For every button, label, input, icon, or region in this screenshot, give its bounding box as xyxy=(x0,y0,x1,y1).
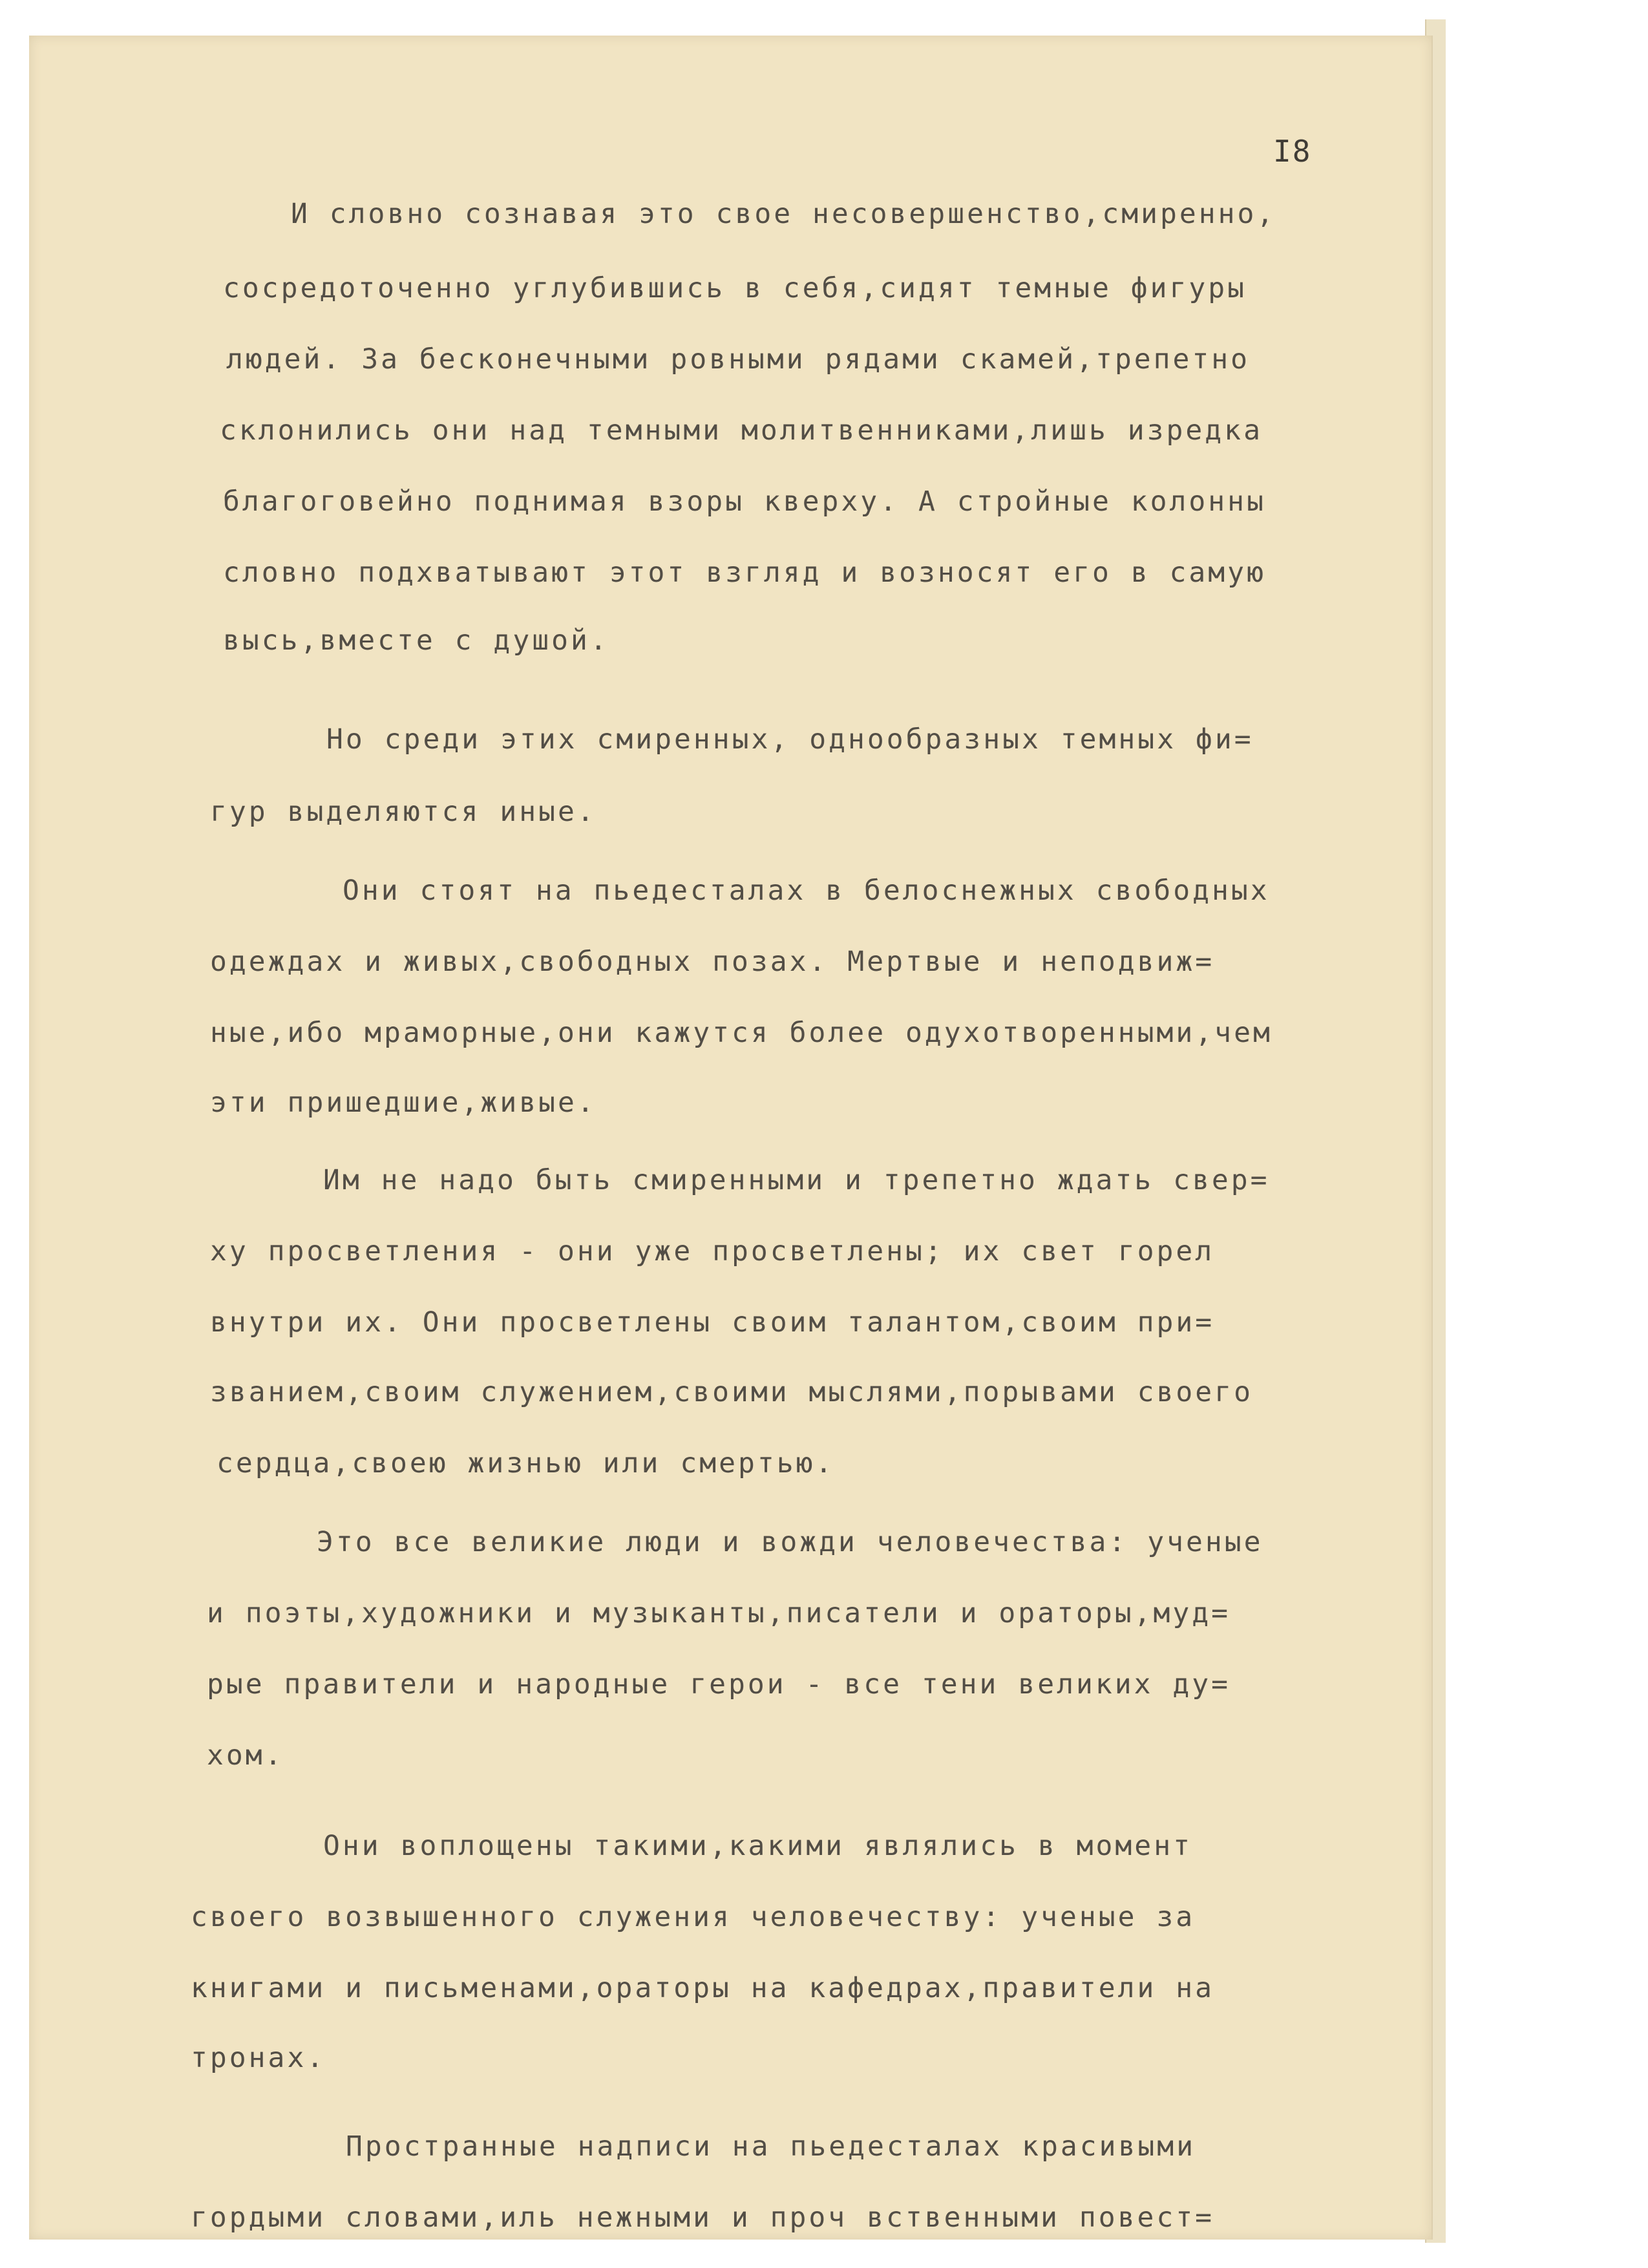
text-line: рые правители и народные герои - все тени великих ду= xyxy=(207,1668,1231,1701)
text-line: ные,ибо мраморные,они кажутся более одухотворенными,чем xyxy=(210,1017,1273,1049)
text-line: людей. За бесконечными ровными рядами скамей,трепетно xyxy=(226,343,1251,376)
text-line: одеждах и живых,свободных позах. Мертвые и неподвиж= xyxy=(210,946,1215,978)
text-line: Но среди этих смиренных, однообразных темных фи= xyxy=(326,723,1254,756)
text-line: хом. xyxy=(207,1739,284,1772)
text-line: Пространные надписи на пьедесталах красивыми xyxy=(346,2130,1196,2163)
typewritten-page xyxy=(29,36,1431,2240)
text-line: высь,вместе с душой. xyxy=(223,624,609,657)
text-line: гордыми словами,иль нежными и проч вственными повест= xyxy=(191,2201,1215,2234)
text-line: званием,своим служением,своими мыслями,порывами своего xyxy=(210,1376,1253,1408)
text-line: благоговейно поднимая взоры кверху. А стройные колонны xyxy=(223,485,1266,518)
text-line: гур выделяются иные. xyxy=(210,796,597,828)
text-line: склонились они над темными молитвенниками,лишь изредка xyxy=(220,414,1263,447)
text-line: ху просветления - они уже просветлены; их свет горел xyxy=(210,1235,1215,1267)
text-line: Это все великие люди и вожди человечества: ученые xyxy=(317,1526,1263,1558)
text-line: сосредоточенно углубившись в себя,сидят темные фигуры xyxy=(223,272,1247,304)
text-line: внутри их. Они просветлены своим талантом,своим при= xyxy=(210,1306,1215,1339)
text-line: Они воплощены такими,какими являлись в момент xyxy=(323,1830,1192,1862)
text-line: и поэты,художники и музыканты,писатели и ораторы,муд= xyxy=(207,1597,1231,1629)
text-line: тронах. xyxy=(191,2042,326,2074)
text-line: словно подхватывают этот взгляд и возносят его в самую xyxy=(223,556,1266,589)
text-line: Им не надо быть смиренными и трепетно ждать свер= xyxy=(323,1164,1270,1196)
text-line: И словно сознавая это свое несовершенство,смиренно, xyxy=(291,198,1276,230)
text-line: книгами и письменами,ораторы на кафедрах,правители на xyxy=(191,1972,1215,2004)
text-line: сердца,своею жизнью или смертью. xyxy=(217,1447,835,1479)
page-number: I8 xyxy=(1273,134,1312,169)
text-line: эти пришедшие,живые. xyxy=(210,1086,597,1119)
text-line: своего возвышенного служения человечеству: ученые за xyxy=(191,1901,1196,1933)
text-line: Они стоят на пьедесталах в белоснежных свободных xyxy=(343,874,1270,907)
